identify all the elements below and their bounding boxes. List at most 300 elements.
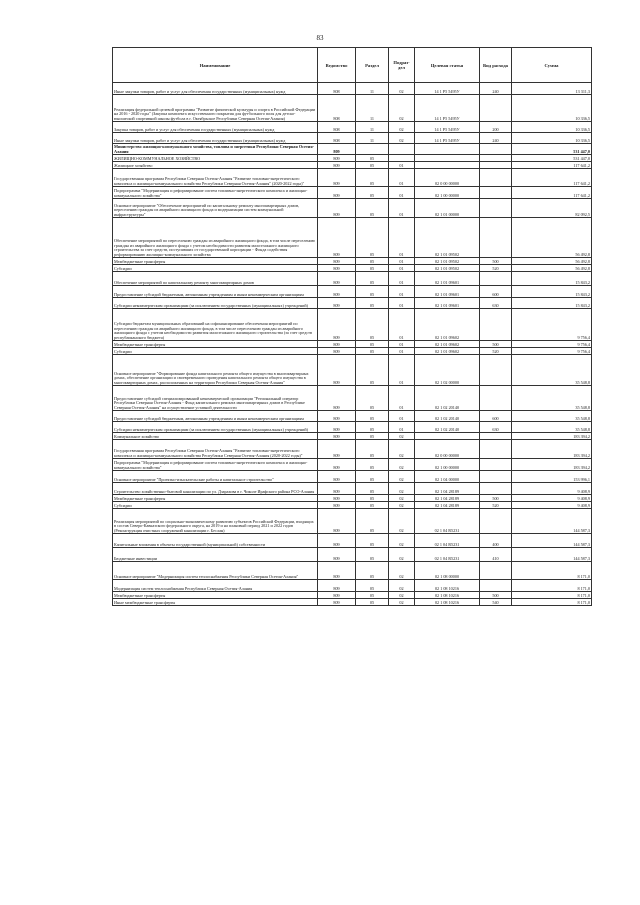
cell-expense-type: 520 [480, 502, 512, 509]
cell-department: 809 [318, 483, 356, 495]
cell-expense-type [480, 440, 512, 459]
table-row [113, 599, 592, 606]
cell-subsection: 01 [389, 286, 415, 298]
cell-name: Капитальные вложения в объекты государственной (муниципальной) собственности [113, 534, 318, 548]
cell-section: 05 [356, 386, 389, 411]
cell-department: 809 [318, 471, 356, 483]
header-expense-type: Вид расхода [480, 48, 512, 83]
table-row [113, 562, 592, 580]
cell-department: 808 [318, 95, 356, 122]
cell-sum: 15 843,2 [512, 286, 592, 298]
cell-subsection: 02 [389, 133, 415, 144]
cell-section: 05 [356, 422, 389, 433]
cell-expense-type: 500 [480, 495, 512, 502]
cell-sum: 10 336,5 [512, 122, 592, 133]
cell-target-article: 02 1 00 00000 [415, 187, 480, 199]
table-row [113, 483, 592, 495]
cell-section: 05 [356, 548, 389, 562]
cell-section: 05 [356, 309, 389, 341]
cell-department: 809 [318, 459, 356, 471]
cell-department: 809 [318, 199, 356, 218]
table-body [113, 83, 592, 606]
cell-department: 809 [318, 534, 356, 548]
cell-target-article: 02 1 08 10216 [415, 580, 480, 592]
cell-subsection: 02 [389, 509, 415, 534]
cell-sum: 9 756,4 [512, 348, 592, 355]
cell-department: 808 [318, 133, 356, 144]
table-row [113, 298, 592, 309]
cell-department: 809 [318, 272, 356, 286]
cell-name: Модернизация систем теплоснабжения Республики Северная Осетия-Алания [113, 580, 318, 592]
cell-expense-type [480, 309, 512, 341]
cell-section: 05 [356, 502, 389, 509]
cell-name: Обеспечение мероприятий по переселению граждан из аварийного жилищного фонда, в том числе переселению граждан из аварийного жилищного фонда с учетом необходимости развития малоэтажного жилищного строительства за счет средств, поступивших от государственной корпорации - Фонда содействия реформированию жилищно-коммунального хозяйства [113, 218, 318, 258]
cell-expense-type [480, 169, 512, 187]
cell-target-article: 02 1 04 00000 [415, 471, 480, 483]
table-row [113, 433, 592, 440]
cell-section: 05 [356, 187, 389, 199]
cell-section: 05 [356, 580, 389, 592]
cell-expense-type: 200 [480, 122, 512, 133]
cell-sum: 35 548,8 [512, 355, 592, 386]
cell-target-article [415, 433, 480, 440]
cell-name: Закупка товаров, работ и услуг для обеспечения государственных (муниципальных) нужд [113, 122, 318, 133]
cell-sum: 8 171,0 [512, 599, 592, 606]
cell-department: 809 [318, 580, 356, 592]
cell-section: 05 [356, 218, 389, 258]
cell-target-article: 02 1 04 28189 [415, 502, 480, 509]
cell-section: 05 [356, 348, 389, 355]
cell-sum: 13 311,3 [512, 83, 592, 95]
cell-expense-type [480, 187, 512, 199]
table-row [113, 309, 592, 341]
cell-expense-type [480, 471, 512, 483]
table-row [113, 534, 592, 548]
cell-sum: 531 447,0 [512, 155, 592, 162]
cell-name: Коммунальное хозяйство [113, 433, 318, 440]
table-row [113, 459, 592, 471]
cell-section: 05 [356, 411, 389, 422]
cell-target-article: 02 0 00 00000 [415, 169, 480, 187]
cell-name: Субсидии некоммерческим организациям (за исключением государственных (муниципальных) учреждений) [113, 298, 318, 309]
cell-section: 05 [356, 355, 389, 386]
cell-department: 809 [318, 286, 356, 298]
table-row [113, 265, 592, 272]
cell-name: Строительство хозяйственно-бытовой канализации по ул. Дзарахова в г. Чиколе Ирафского района РСО-Алания [113, 483, 318, 495]
header-target-article: Целевая статья [415, 48, 480, 83]
cell-department: 808 [318, 83, 356, 95]
cell-section: 05 [356, 298, 389, 309]
table-row [113, 411, 592, 422]
cell-section: 05 [356, 483, 389, 495]
cell-section: 05 [356, 440, 389, 459]
cell-section: 05 [356, 509, 389, 534]
cell-sum: 117 641,2 [512, 162, 592, 169]
cell-expense-type: 630 [480, 422, 512, 433]
cell-subsection: 01 [389, 386, 415, 411]
cell-section: 05 [356, 433, 389, 440]
cell-expense-type: 540 [480, 599, 512, 606]
cell-target-article [415, 155, 480, 162]
table-row [113, 187, 592, 199]
cell-sum: 9 408,9 [512, 483, 592, 495]
cell-expense-type [480, 272, 512, 286]
cell-department: 809 [318, 502, 356, 509]
cell-sum: 35 548,8 [512, 386, 592, 411]
cell-section: 11 [356, 83, 389, 95]
cell-expense-type: 500 [480, 341, 512, 348]
cell-name: Иные закупки товаров, работ и услуг для обеспечения государственных (муниципальных) нужд [113, 83, 318, 95]
cell-target-article: 14 1 P5 5495У [415, 122, 480, 133]
cell-expense-type [480, 95, 512, 122]
cell-sum: 10 336,5 [512, 133, 592, 144]
cell-subsection [389, 155, 415, 162]
cell-target-article: 02 1 01 09602 [415, 309, 480, 341]
cell-sum: 35 548,8 [512, 411, 592, 422]
cell-name: Межбюджетные трансферты [113, 258, 318, 265]
budget-table [112, 47, 592, 606]
cell-section: 05 [356, 341, 389, 348]
cell-name: Реализация федеральной целевой программы "Развитие физической культуры и спорта в Российской Федерации на 2016 - 2020 годы" (Закупка комплекта искусственного покрытия для футбольного поля для детско-юношеской спортивной школы футбола в г. Октябрьское Республики Северная Осетия-Алания) [113, 95, 318, 122]
cell-sum: 15 843,2 [512, 298, 592, 309]
cell-target-article: 02 1 02 00000 [415, 355, 480, 386]
cell-section: 11 [356, 95, 389, 122]
cell-subsection: 01 [389, 309, 415, 341]
cell-department: 809 [318, 155, 356, 162]
cell-sum: 144 587,3 [512, 509, 592, 534]
cell-sum: 56 492,8 [512, 265, 592, 272]
cell-expense-type [480, 433, 512, 440]
cell-name: Основное мероприятие "Модернизация систем теплоснабжения Республики Северная Осетия-Алания" [113, 562, 318, 580]
cell-name: Бюджетные инвестиции [113, 548, 318, 562]
cell-name: Обеспечение мероприятий по капитальному ремонту многоквартирных домов [113, 272, 318, 286]
cell-section: 11 [356, 133, 389, 144]
cell-department: 809 [318, 265, 356, 272]
cell-sum: 8 171,0 [512, 592, 592, 599]
table-row [113, 122, 592, 133]
cell-target-article: 02 1 01 09502 [415, 218, 480, 258]
cell-section: 05 [356, 562, 389, 580]
cell-subsection: 01 [389, 162, 415, 169]
cell-target-article: 02 1 04 28189 [415, 483, 480, 495]
cell-name: Иные закупки товаров, работ и услуг для обеспечения государственных (муниципальных) нужд [113, 133, 318, 144]
cell-sum: 9 756,4 [512, 341, 592, 348]
page-number: 83 [316, 34, 324, 42]
header-name: Наименование [113, 48, 318, 83]
cell-section: 05 [356, 265, 389, 272]
cell-subsection: 01 [389, 265, 415, 272]
cell-section: 05 [356, 162, 389, 169]
header-department: Ведомство [318, 48, 356, 83]
table-row [113, 422, 592, 433]
table-row [113, 258, 592, 265]
cell-section [356, 144, 389, 155]
cell-name: Предоставление субсидий специализированной некоммерческой организации "Региональный оператор Республики Северная Осетия-Алания - Фонд капитального ремонта многоквартирных домов в Республике Северная Осетия-Алания" на осуществление уставной деятельности [113, 386, 318, 411]
cell-subsection: 02 [389, 592, 415, 599]
cell-target-article: 02 0 00 00000 [415, 440, 480, 459]
table-row [113, 155, 592, 162]
table-row [113, 592, 592, 599]
cell-subsection: 01 [389, 199, 415, 218]
cell-subsection: 02 [389, 440, 415, 459]
table-row [113, 169, 592, 187]
cell-name: Предоставление субсидий бюджетным, автономным учреждениям и иным некоммерческим организациям [113, 411, 318, 422]
table-row [113, 286, 592, 298]
cell-sum: 531 447,0 [512, 144, 592, 155]
cell-department: 809 [318, 162, 356, 169]
cell-target-article: 02 1 04 R5231 [415, 509, 480, 534]
table-row [113, 386, 592, 411]
header-section: Раздел [356, 48, 389, 83]
cell-subsection: 02 [389, 548, 415, 562]
cell-name: Подпрограмма "Модернизация и реформирование систем топливно-энергетического комплекса и жилищно-коммунального хозяйства" [113, 187, 318, 199]
cell-expense-type: 520 [480, 348, 512, 355]
table-row [113, 272, 592, 286]
cell-expense-type [480, 483, 512, 495]
header-subsection: Подраз-дел [389, 48, 415, 83]
cell-department: 809 [318, 144, 356, 155]
cell-name: Министерство жилищно-коммунального хозяйства, топлива и энергетики Республики Северная Осетия-Алания [113, 144, 318, 155]
cell-department: 809 [318, 386, 356, 411]
cell-sum: 117 641,2 [512, 169, 592, 187]
table-row [113, 580, 592, 592]
cell-department: 809 [318, 592, 356, 599]
cell-subsection: 02 [389, 459, 415, 471]
cell-department: 809 [318, 187, 356, 199]
cell-department: 809 [318, 411, 356, 422]
cell-department: 809 [318, 548, 356, 562]
cell-target-article: 02 1 08 10216 [415, 599, 480, 606]
cell-target-article: 02 1 08 00000 [415, 562, 480, 580]
cell-target-article: 02 1 01 09602 [415, 341, 480, 348]
table-row [113, 440, 592, 459]
cell-target-article: 02 1 08 10216 [415, 592, 480, 599]
cell-department: 809 [318, 341, 356, 348]
cell-sum: 117 641,2 [512, 187, 592, 199]
cell-target-article: 02 1 01 09601 [415, 298, 480, 309]
cell-sum: 9 408,9 [512, 495, 592, 502]
cell-target-article: 14 1 P5 5495У [415, 133, 480, 144]
cell-target-article: 02 1 01 09601 [415, 286, 480, 298]
cell-subsection: 01 [389, 355, 415, 386]
cell-subsection: 02 [389, 95, 415, 122]
cell-target-article [415, 162, 480, 169]
cell-sum: 82 092,5 [512, 199, 592, 218]
cell-subsection: 01 [389, 348, 415, 355]
cell-sum: 9 756,4 [512, 309, 592, 341]
cell-section: 11 [356, 122, 389, 133]
cell-department: 809 [318, 509, 356, 534]
cell-expense-type [480, 355, 512, 386]
cell-department: 809 [318, 433, 356, 440]
cell-subsection: 02 [389, 83, 415, 95]
cell-expense-type [480, 199, 512, 218]
table-header-row [113, 48, 592, 83]
cell-department: 809 [318, 348, 356, 355]
cell-department: 809 [318, 599, 356, 606]
table-row [113, 83, 592, 95]
cell-target-article: 02 1 04 R5231 [415, 548, 480, 562]
cell-department: 809 [318, 495, 356, 502]
cell-expense-type [480, 386, 512, 411]
cell-subsection [389, 144, 415, 155]
cell-department: 809 [318, 440, 356, 459]
cell-expense-type: 500 [480, 258, 512, 265]
cell-sum: 144 587,3 [512, 534, 592, 548]
cell-sum: 8 171,0 [512, 562, 592, 580]
cell-target-article: 02 1 00 00000 [415, 459, 480, 471]
cell-expense-type [480, 218, 512, 258]
cell-name: Предоставление субсидий бюджетным, автономным учреждениям и иным некоммерческим организациям [113, 286, 318, 298]
cell-section: 05 [356, 592, 389, 599]
cell-subsection: 02 [389, 483, 415, 495]
table-row [113, 133, 592, 144]
table-row [113, 509, 592, 534]
table-row [113, 218, 592, 258]
table-row [113, 162, 592, 169]
cell-expense-type [480, 162, 512, 169]
cell-target-article: 02 1 04 R5231 [415, 534, 480, 548]
cell-sum: 8 171,0 [512, 580, 592, 592]
cell-subsection: 01 [389, 411, 415, 422]
cell-sum: 56 492,8 [512, 258, 592, 265]
cell-section: 05 [356, 169, 389, 187]
cell-subsection: 02 [389, 599, 415, 606]
cell-section: 05 [356, 471, 389, 483]
cell-department: 809 [318, 309, 356, 341]
cell-name: Субсидии [113, 348, 318, 355]
cell-subsection: 02 [389, 562, 415, 580]
table-row [113, 502, 592, 509]
cell-name: Жилищное хозяйство [113, 162, 318, 169]
cell-target-article: 02 1 02 20140 [415, 422, 480, 433]
cell-name: Основное мероприятие "Обеспечение мероприятий по капитальному ремонту многоквартирных домов, переселению граждан из аварийного жилищного фонда и модернизации систем коммунальной инфраструктуры" [113, 199, 318, 218]
cell-name: Подпрограмма "Модернизация и реформирование систем топливно-энергетического комплекса и жилищно-коммунального хозяйства" [113, 459, 318, 471]
cell-sum: 183 394,2 [512, 440, 592, 459]
cell-subsection: 02 [389, 502, 415, 509]
cell-target-article [415, 144, 480, 155]
cell-department: 808 [318, 122, 356, 133]
cell-name: Субсидии некоммерческим организациям (за исключением государственных (муниципальных) учреждений) [113, 422, 318, 433]
cell-sum: 35 548,8 [512, 422, 592, 433]
cell-target-article: 02 1 01 09502 [415, 265, 480, 272]
cell-sum: 183 394,2 [512, 459, 592, 471]
table-row [113, 355, 592, 386]
cell-section: 05 [356, 258, 389, 265]
cell-expense-type: 600 [480, 411, 512, 422]
cell-expense-type [480, 562, 512, 580]
cell-target-article: 02 1 01 09502 [415, 258, 480, 265]
cell-expense-type: 630 [480, 298, 512, 309]
cell-expense-type [480, 155, 512, 162]
cell-subsection: 01 [389, 218, 415, 258]
cell-section: 05 [356, 599, 389, 606]
cell-sum: 10 336,5 [512, 95, 592, 122]
cell-expense-type: 400 [480, 534, 512, 548]
table-row [113, 548, 592, 562]
cell-target-article: 02 1 01 09602 [415, 348, 480, 355]
cell-subsection: 01 [389, 341, 415, 348]
cell-subsection: 02 [389, 495, 415, 502]
cell-expense-type: 500 [480, 592, 512, 599]
cell-subsection: 01 [389, 187, 415, 199]
table-row [113, 495, 592, 502]
cell-target-article: 02 1 04 28189 [415, 495, 480, 502]
cell-section: 05 [356, 286, 389, 298]
header-sum: Сумма [512, 48, 592, 83]
cell-expense-type: 240 [480, 133, 512, 144]
cell-expense-type [480, 509, 512, 534]
cell-section: 05 [356, 272, 389, 286]
cell-name: Государственная программа Республики Северная Осетия-Алания "Развитие топливно-энергетического комплекса и жилищно-коммунального хозяйства Республики Северная Осетия-Алания" (2020-2022 годы)" [113, 169, 318, 187]
cell-expense-type [480, 580, 512, 592]
cell-subsection: 01 [389, 258, 415, 265]
cell-name: Межбюджетные трансферты [113, 592, 318, 599]
cell-sum: 183 394,2 [512, 433, 592, 440]
cell-subsection: 01 [389, 272, 415, 286]
cell-target-article: 02 1 02 20140 [415, 411, 480, 422]
table-row [113, 341, 592, 348]
cell-name: Государственная программа Республики Северная Осетия-Алания "Развитие топливно-энергетического комплекса и жилищно-коммунального хозяйства Республики Северная Осетия-Алания (2020-2022 годы)" [113, 440, 318, 459]
cell-sum: 9 408,9 [512, 502, 592, 509]
table-row [113, 471, 592, 483]
cell-subsection: 02 [389, 471, 415, 483]
cell-department: 809 [318, 422, 356, 433]
cell-subsection: 02 [389, 433, 415, 440]
cell-section: 05 [356, 495, 389, 502]
cell-name: Реализация мероприятий по социально-экономическому развитию субъектов Российской Федерации, входящих в состав Северо-Кавказского федерального округа, на 2019 и на плановый период 2021 и 2022 годов (Реконструкция очистных сооружений канализации г. Беслан) [113, 509, 318, 534]
cell-subsection: 01 [389, 169, 415, 187]
cell-subsection: 02 [389, 122, 415, 133]
cell-department: 809 [318, 298, 356, 309]
cell-name: Межбюджетные трансферты [113, 495, 318, 502]
cell-expense-type: 240 [480, 83, 512, 95]
table-row [113, 144, 592, 155]
cell-name: Межбюджетные трансферты [113, 341, 318, 348]
cell-expense-type [480, 459, 512, 471]
cell-target-article: 02 1 02 20140 [415, 386, 480, 411]
cell-sum: 56 492,8 [512, 218, 592, 258]
table-row [113, 95, 592, 122]
cell-sum: 15 843,2 [512, 272, 592, 286]
cell-name: Субсидии [113, 502, 318, 509]
cell-expense-type: 410 [480, 548, 512, 562]
cell-name: ЖИЛИЩНО-КОММУНАЛЬНОЕ ХОЗЯЙСТВО [113, 155, 318, 162]
cell-target-article: 02 1 01 09601 [415, 272, 480, 286]
cell-sum: 153 996,1 [512, 471, 592, 483]
cell-section: 05 [356, 155, 389, 162]
cell-name: Субсидии [113, 265, 318, 272]
cell-department: 809 [318, 258, 356, 265]
cell-target-article: 02 1 01 00000 [415, 199, 480, 218]
cell-subsection: 01 [389, 298, 415, 309]
cell-department: 809 [318, 562, 356, 580]
cell-section: 05 [356, 459, 389, 471]
table-row [113, 199, 592, 218]
cell-name: Основное мероприятие "Проектно-изыскательские работы и капитальное строительство" [113, 471, 318, 483]
cell-target-article: 14 1 P5 5495У [415, 83, 480, 95]
cell-department: 809 [318, 169, 356, 187]
cell-subsection: 01 [389, 422, 415, 433]
cell-subsection: 02 [389, 580, 415, 592]
cell-department: 809 [318, 218, 356, 258]
cell-section: 05 [356, 199, 389, 218]
table-row [113, 348, 592, 355]
cell-expense-type: 520 [480, 265, 512, 272]
cell-expense-type: 600 [480, 286, 512, 298]
cell-subsection: 02 [389, 534, 415, 548]
cell-name: Иные межбюджетные трансферты [113, 599, 318, 606]
